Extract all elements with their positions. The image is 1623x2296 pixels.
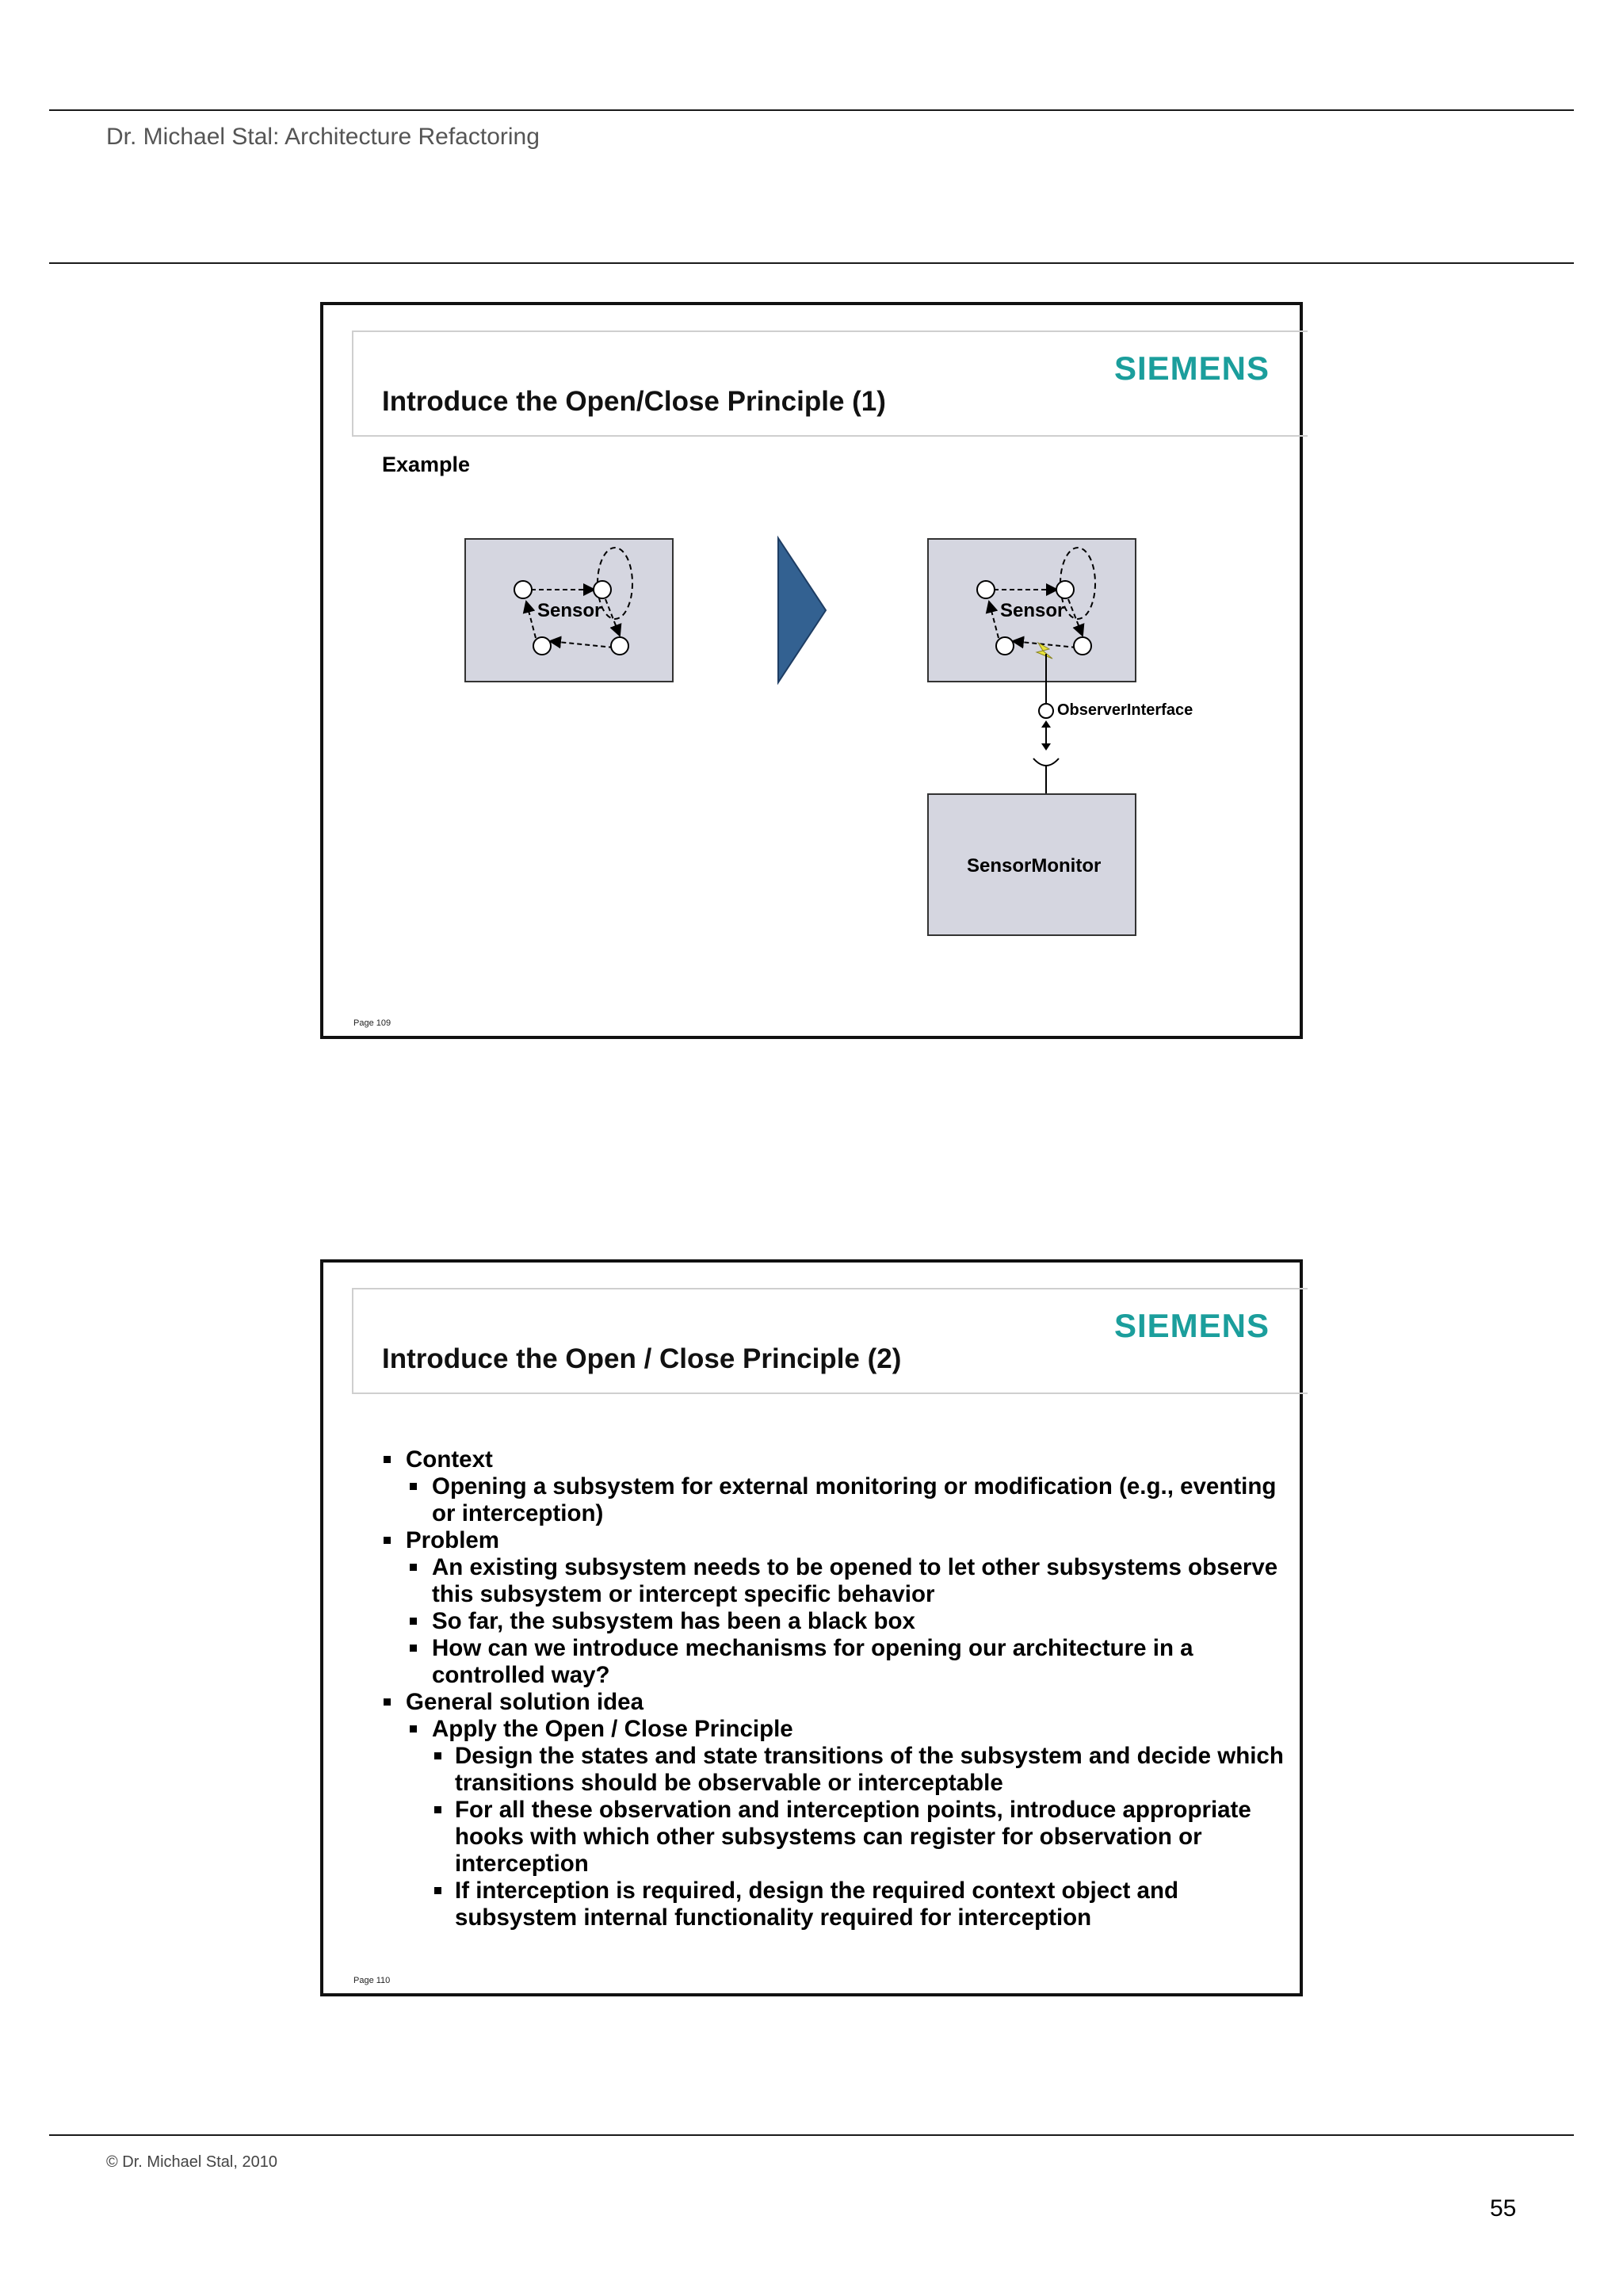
diagram-graphics — [323, 305, 1300, 1036]
interface-socket-icon — [1033, 758, 1059, 766]
bullet-item: Opening a subsystem for external monitoring or modification (e.g., eventing or interception) — [382, 1473, 1285, 1527]
bullet-item: For all these observation and interception points, introduce appropriate hooks with which other subsystems can register for observation or interception — [382, 1797, 1285, 1878]
slide-page-tag: Page 109 — [353, 1018, 391, 1028]
page-number: 55 — [1490, 2195, 1517, 2222]
document-header: Dr. Michael Stal: Architecture Refactoring — [106, 124, 540, 150]
bullet-item: How can we introduce mechanisms for opening our architecture in a controlled way? — [382, 1635, 1285, 1689]
header-top-rule — [49, 109, 1574, 111]
slide-title: Introduce the Open / Close Principle (2) — [382, 1343, 902, 1374]
slide-title-bar — [352, 1288, 1308, 1394]
copyright-footer: © Dr. Michael Stal, 2010 — [106, 2153, 277, 2171]
observer-interface-label: ObserverInterface — [1057, 701, 1193, 719]
siemens-logo: SIEMENS — [1113, 350, 1270, 387]
footer-rule — [49, 2134, 1574, 2136]
bullet-item: An existing subsystem needs to be opened to let other subsystems observe this subsystem or intercept specific behavior — [382, 1554, 1285, 1608]
bullet-list — [382, 1446, 1285, 1931]
bullet-item: Context — [382, 1446, 1285, 1473]
slide-title: Introduce the Open/Close Principle (1) — [382, 386, 886, 417]
interface-lollipop-icon — [1039, 704, 1053, 718]
refactoring-arrow-icon — [778, 538, 826, 682]
sensor-label-before: Sensor — [537, 600, 602, 621]
bullet-item: So far, the subsystem has been a black box — [382, 1608, 1285, 1635]
siemens-logo: SIEMENS — [1113, 1307, 1270, 1344]
bullet-item: General solution idea — [382, 1689, 1285, 1716]
bullet-item: Problem — [382, 1527, 1285, 1554]
state-machine-after — [977, 548, 1095, 655]
bullet-item: Design the states and state transitions of the subsystem and decide which transitions should be observable or interceptable — [382, 1743, 1285, 1797]
slide-page-tag: Page 110 — [353, 1976, 391, 1985]
bullet-item: If interception is required, design the required context object and subsystem internal functionality required for interception — [382, 1878, 1285, 1931]
bullet-item: Apply the Open / Close Principle — [382, 1716, 1285, 1743]
example-label: Example — [382, 453, 471, 476]
slide-110 — [320, 1259, 1303, 1996]
sensor-label-after: Sensor — [1000, 600, 1065, 621]
slide-109 — [320, 302, 1303, 1039]
state-machine-before — [514, 548, 632, 655]
sensor-monitor-label: SensorMonitor — [967, 855, 1102, 877]
header-bottom-rule — [49, 262, 1574, 264]
